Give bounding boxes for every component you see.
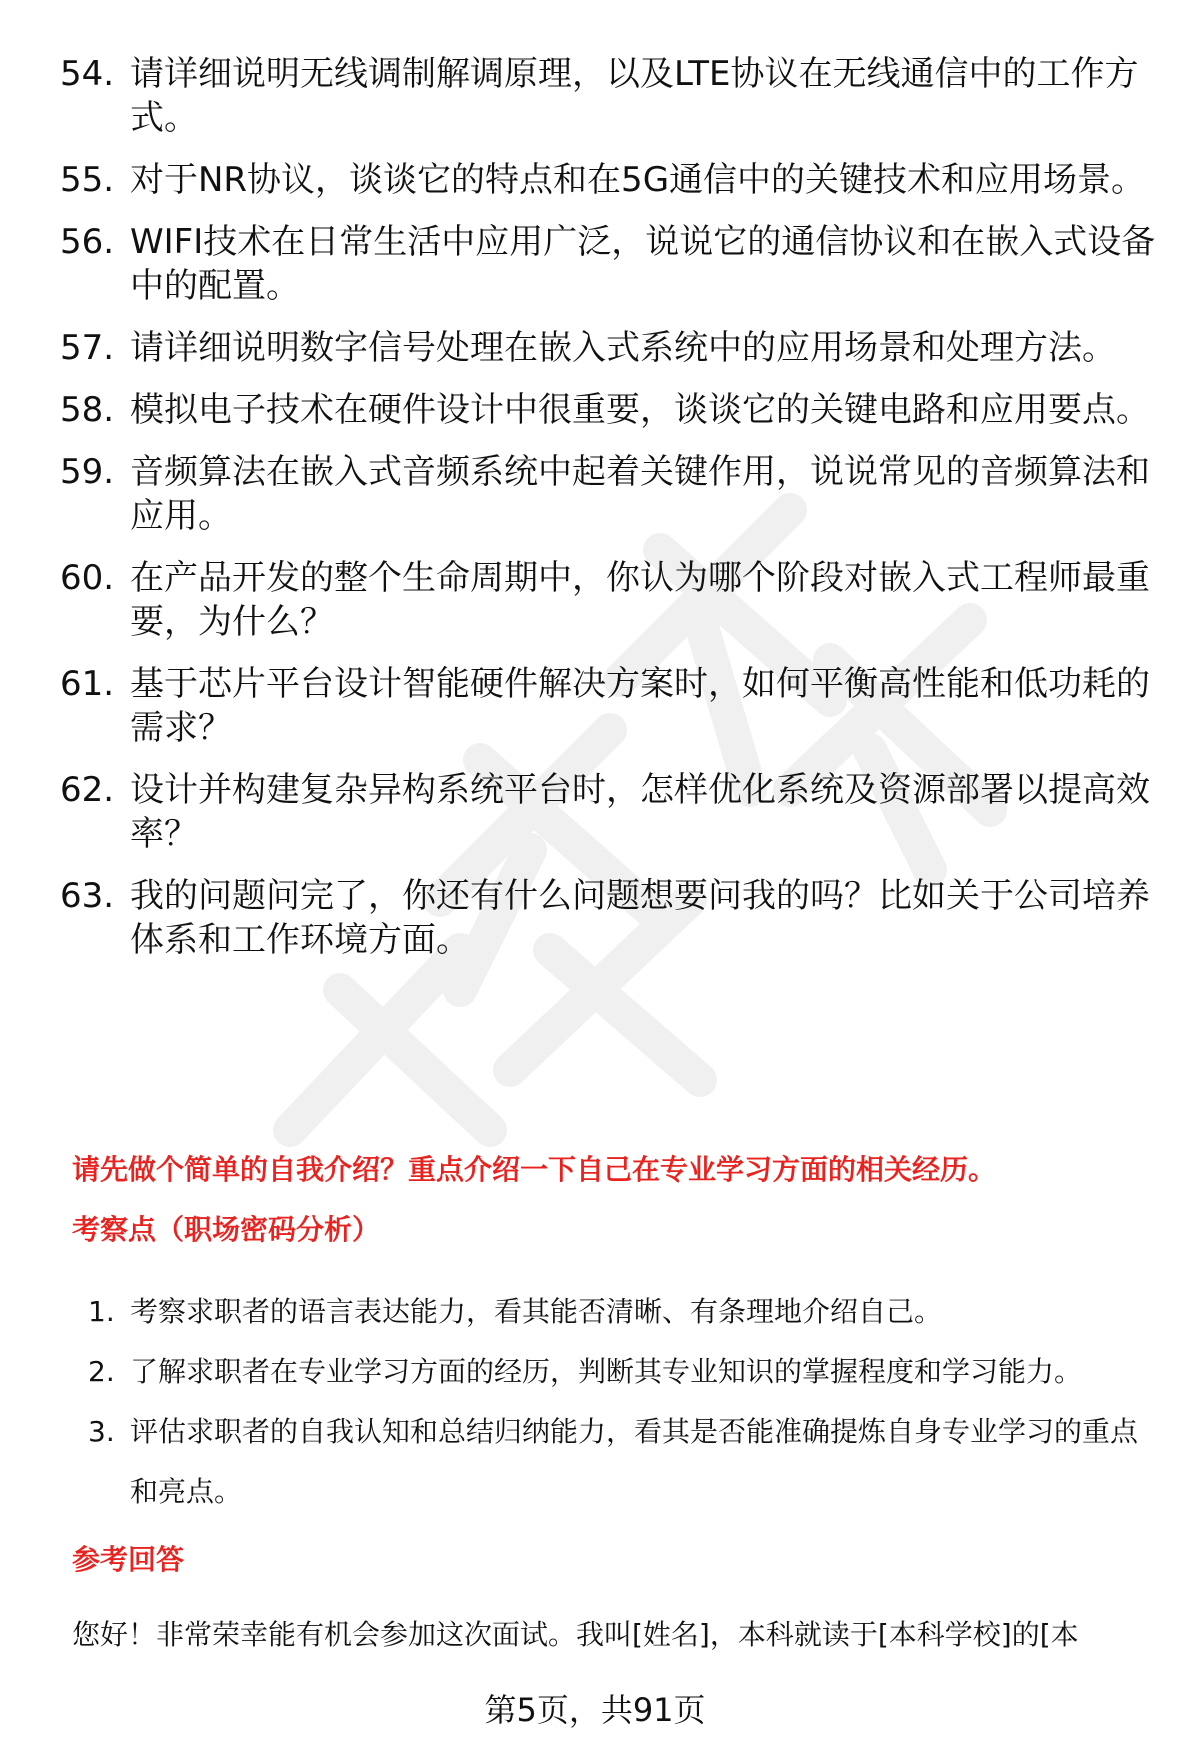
list-item [60,556,1160,644]
question-text: WIFI技术在日常生活中应用广泛，说说它的通信协议和在嵌入式设备中的配置。 [130,222,1156,306]
list-item [88,1402,1163,1522]
question-number: 61. [60,664,115,704]
list-item [60,158,1160,202]
list-item [60,388,1160,432]
question-list [60,52,1160,980]
answer-title: 参考回答 [72,1543,185,1576]
point-text: 了解求职者在专业学习方面的经历，判断其专业知识的掌握程度和学习能力。 [130,1355,1083,1388]
interview-question-heading: 请先做个简单的自我介绍？重点介绍一下自己在专业学习方面的相关经历。 [72,1153,997,1186]
question-text: 设计并构建复杂异构系统平台时，怎样优化系统及资源部署以提高效率？ [130,770,1150,854]
question-text: 基于芯片平台设计智能硬件解决方案时，如何平衡高性能和低功耗的需求？ [130,664,1150,748]
question-text: 模拟电子技术在硬件设计中很重要，谈谈它的关键电路和应用要点。 [130,390,1150,430]
question-text: 对于NR协议，谈谈它的特点和在5G通信中的关键技术和应用场景。 [130,160,1146,200]
list-item [88,1342,1163,1402]
list-item [60,662,1160,750]
list-item [88,1282,1163,1342]
page-footer: 第5页，共91页 [484,1691,706,1729]
point-text: 评估求职者的自我认知和总结归纳能力，看其是否能准确提炼自身专业学习的重点和亮点。 [130,1415,1139,1508]
list-item [60,220,1160,308]
question-number: 62. [60,770,115,810]
question-number: 54. [60,54,115,94]
question-text: 音频算法在嵌入式音频系统中起着关键作用，说说常见的音频算法和应用。 [130,452,1150,536]
question-number: 59. [60,452,115,492]
point-text: 考察求职者的语言表达能力，看其能否清晰、有条理地介绍自己。 [130,1295,943,1328]
list-item [60,326,1160,370]
points-title: 考察点（职场密码分析） [72,1213,381,1246]
question-number: 63. [60,876,115,916]
point-number: 2. [88,1355,115,1388]
list-item [60,450,1160,538]
question-number: 58. [60,390,115,430]
list-item [60,874,1160,962]
question-text: 请详细说明数字信号处理在嵌入式系统中的应用场景和处理方法。 [130,328,1116,368]
point-number: 3. [88,1415,115,1448]
question-number: 56. [60,222,115,262]
answer-paragraph: 您好！非常荣幸能有机会参加这次面试。我叫[姓名]，本科就读于[本科学校]的[本 [72,1618,1079,1651]
question-text: 请详细说明无线调制解调原理，以及LTE协议在无线通信中的工作方式。 [130,54,1139,138]
list-item [60,768,1160,856]
list-item [60,52,1160,140]
question-text: 我的问题问完了，你还有什么问题想要问我的吗？比如关于公司培养体系和工作环境方面。 [130,876,1150,960]
question-number: 55. [60,160,115,200]
points-list [88,1282,1163,1522]
question-number: 60. [60,558,115,598]
question-number: 57. [60,328,115,368]
question-text: 在产品开发的整个生命周期中，你认为哪个阶段对嵌入式工程师最重要，为什么？ [130,558,1150,642]
point-number: 1. [88,1295,115,1328]
